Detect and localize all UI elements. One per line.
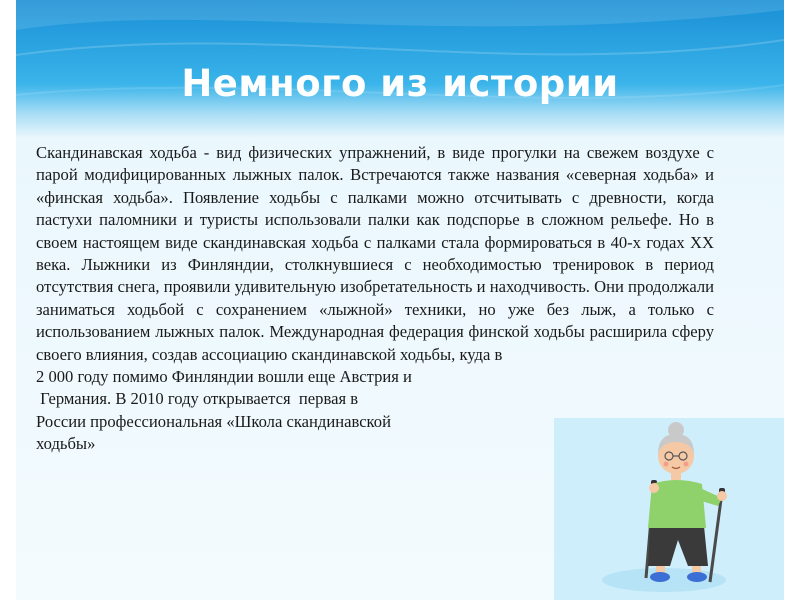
- nordic-walking-grandmother-icon: [554, 418, 784, 600]
- body-line: Германия. В 2010 году открывается первая в: [36, 389, 359, 409]
- body-text: [36, 142, 714, 456]
- body-line: 2 000 году помимо Финляндии вошли еще Австрия и: [36, 367, 412, 387]
- history-paragraph: Скандинавская ходьба - вид физических упражнений, в виде прогулки на свежем воздухе с парой модифицированных лыжных палок. Встречаются также названия «северная ходьба» и «финская ходьба». Появление ходьбы с палками можно отсчитывать с древности, когда пастухи паломники и туристы использовали палки как подспорье в сложном рельефе. Но в своем настоящем виде скандинавская ходьба с палками стала формироваться в 40-х годах XX века. Лыжники из Финляндии, столкнувшиеся с необходимостью тренировок в период отсутствия снега, проявили удивительную изобретательность и находчивость. Они продолжали заниматься ходьбой с сохранением «лыжной» техники, но уже без лыж, а только с использованием лыжных палок. Международная федерация финской ходьбы расширила сферу своего влияния, создав ассоциацию скандинавской ходьбы, куда в: [36, 143, 714, 364]
- slide-title: Немного из истории: [181, 62, 619, 105]
- body-line: ходьбы»: [36, 434, 96, 454]
- body-line: России профессиональная «Школа скандинавской: [36, 411, 391, 431]
- nordic-walking-illustration: [554, 418, 784, 600]
- slide: [16, 0, 784, 600]
